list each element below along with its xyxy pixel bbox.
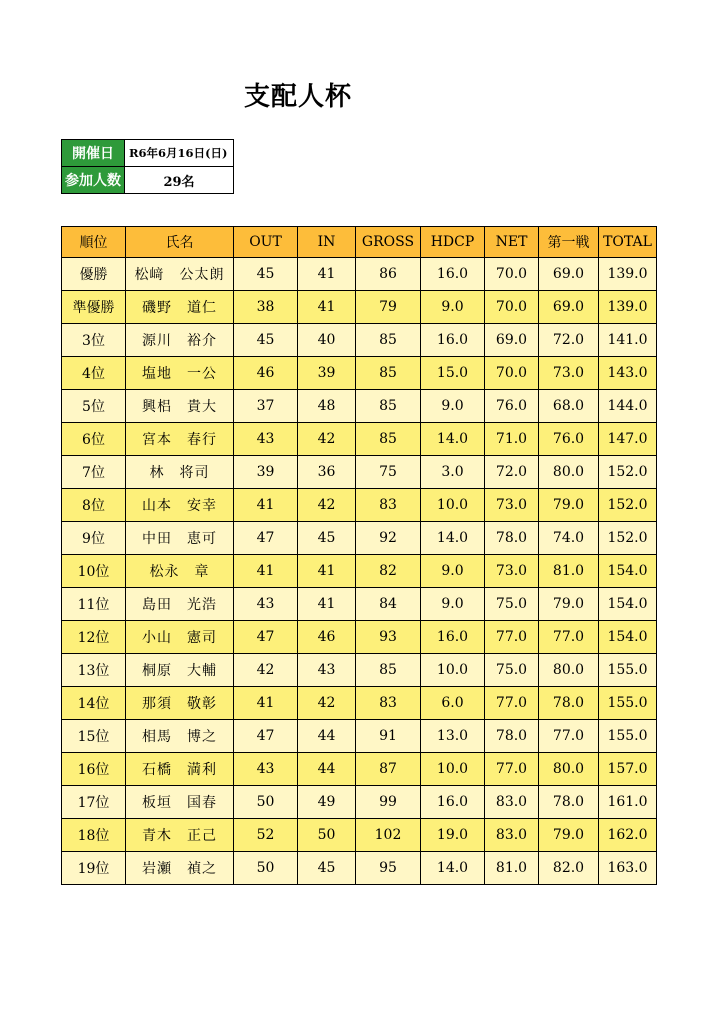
in-cell: 46 [298, 621, 356, 654]
in-cell: 41 [298, 291, 356, 324]
rank-cell: 5位 [62, 390, 126, 423]
in-cell: 42 [298, 687, 356, 720]
total-cell: 162.0 [599, 819, 657, 852]
out-cell: 39 [234, 456, 298, 489]
in-cell: 39 [298, 357, 356, 390]
in-cell: 41 [298, 258, 356, 291]
hdcp-cell: 9.0 [421, 555, 485, 588]
gross-cell: 84 [356, 588, 421, 621]
net-cell: 77.0 [485, 621, 539, 654]
rank-cell: 18位 [62, 819, 126, 852]
hdcp-cell: 3.0 [421, 456, 485, 489]
total-cell: 155.0 [599, 720, 657, 753]
header-out: OUT [234, 227, 298, 258]
table-row [62, 423, 657, 456]
total-cell: 144.0 [599, 390, 657, 423]
hdcp-cell: 6.0 [421, 687, 485, 720]
name-cell: 林 将司 [126, 456, 234, 489]
gross-cell: 99 [356, 786, 421, 819]
hdcp-cell: 9.0 [421, 390, 485, 423]
first-round-cell: 69.0 [539, 258, 599, 291]
gross-cell: 82 [356, 555, 421, 588]
hdcp-cell: 14.0 [421, 852, 485, 885]
hdcp-cell: 10.0 [421, 654, 485, 687]
in-cell: 41 [298, 588, 356, 621]
name-cell: 源川 裕介 [126, 324, 234, 357]
name-cell: 桐原 大輔 [126, 654, 234, 687]
hdcp-cell: 14.0 [421, 522, 485, 555]
first-round-cell: 81.0 [539, 555, 599, 588]
out-cell: 43 [234, 753, 298, 786]
hdcp-cell: 13.0 [421, 720, 485, 753]
event-info-table [61, 139, 234, 194]
first-round-cell: 82.0 [539, 852, 599, 885]
gross-cell: 91 [356, 720, 421, 753]
participants-row [62, 167, 234, 194]
in-cell: 49 [298, 786, 356, 819]
table-row [62, 786, 657, 819]
total-cell: 155.0 [599, 687, 657, 720]
net-cell: 70.0 [485, 291, 539, 324]
table-row [62, 522, 657, 555]
total-cell: 154.0 [599, 555, 657, 588]
gross-cell: 85 [356, 654, 421, 687]
table-row [62, 720, 657, 753]
first-round-cell: 73.0 [539, 357, 599, 390]
net-cell: 75.0 [485, 588, 539, 621]
net-cell: 83.0 [485, 819, 539, 852]
rank-cell: 優勝 [62, 258, 126, 291]
name-cell: 興梠 貴大 [126, 390, 234, 423]
in-cell: 41 [298, 555, 356, 588]
table-row [62, 456, 657, 489]
hdcp-cell: 16.0 [421, 786, 485, 819]
gross-cell: 83 [356, 687, 421, 720]
hdcp-cell: 16.0 [421, 258, 485, 291]
total-cell: 152.0 [599, 522, 657, 555]
net-cell: 71.0 [485, 423, 539, 456]
results-body [62, 258, 657, 885]
rank-cell: 6位 [62, 423, 126, 456]
rank-cell: 13位 [62, 654, 126, 687]
rank-cell: 15位 [62, 720, 126, 753]
rank-cell: 17位 [62, 786, 126, 819]
total-cell: 139.0 [599, 291, 657, 324]
total-cell: 163.0 [599, 852, 657, 885]
header-in: IN [298, 227, 356, 258]
header-hdcp: HDCP [421, 227, 485, 258]
table-row [62, 324, 657, 357]
date-value: R6年6月16日(日) [125, 140, 234, 167]
out-cell: 41 [234, 687, 298, 720]
rank-cell: 14位 [62, 687, 126, 720]
hdcp-cell: 16.0 [421, 324, 485, 357]
first-round-cell: 74.0 [539, 522, 599, 555]
in-cell: 40 [298, 324, 356, 357]
net-cell: 81.0 [485, 852, 539, 885]
out-cell: 38 [234, 291, 298, 324]
name-cell: 石橋 満利 [126, 753, 234, 786]
out-cell: 47 [234, 621, 298, 654]
total-cell: 155.0 [599, 654, 657, 687]
first-round-cell: 72.0 [539, 324, 599, 357]
header-rank: 順位 [62, 227, 126, 258]
header-row [62, 227, 657, 258]
out-cell: 45 [234, 324, 298, 357]
gross-cell: 86 [356, 258, 421, 291]
in-cell: 50 [298, 819, 356, 852]
gross-cell: 79 [356, 291, 421, 324]
rank-cell: 準優勝 [62, 291, 126, 324]
total-cell: 143.0 [599, 357, 657, 390]
name-cell: 塩地 一公 [126, 357, 234, 390]
net-cell: 78.0 [485, 720, 539, 753]
gross-cell: 75 [356, 456, 421, 489]
hdcp-cell: 10.0 [421, 753, 485, 786]
net-cell: 73.0 [485, 555, 539, 588]
out-cell: 50 [234, 786, 298, 819]
rank-cell: 7位 [62, 456, 126, 489]
first-round-cell: 79.0 [539, 588, 599, 621]
name-cell: 島田 光浩 [126, 588, 234, 621]
rank-cell: 9位 [62, 522, 126, 555]
total-cell: 139.0 [599, 258, 657, 291]
net-cell: 83.0 [485, 786, 539, 819]
out-cell: 46 [234, 357, 298, 390]
gross-cell: 92 [356, 522, 421, 555]
name-cell: 小山 憲司 [126, 621, 234, 654]
header-net: NET [485, 227, 539, 258]
name-cell: 那須 敬彰 [126, 687, 234, 720]
in-cell: 45 [298, 852, 356, 885]
table-row [62, 291, 657, 324]
out-cell: 41 [234, 489, 298, 522]
hdcp-cell: 16.0 [421, 621, 485, 654]
name-cell: 相馬 博之 [126, 720, 234, 753]
total-cell: 154.0 [599, 588, 657, 621]
name-cell: 板垣 国春 [126, 786, 234, 819]
in-cell: 45 [298, 522, 356, 555]
first-round-cell: 80.0 [539, 753, 599, 786]
rank-cell: 16位 [62, 753, 126, 786]
page-title: 支配人杯 [244, 82, 353, 112]
out-cell: 45 [234, 258, 298, 291]
total-cell: 154.0 [599, 621, 657, 654]
table-row [62, 489, 657, 522]
net-cell: 69.0 [485, 324, 539, 357]
first-round-cell: 80.0 [539, 654, 599, 687]
hdcp-cell: 19.0 [421, 819, 485, 852]
header-gross: GROSS [356, 227, 421, 258]
first-round-cell: 69.0 [539, 291, 599, 324]
gross-cell: 85 [356, 324, 421, 357]
in-cell: 44 [298, 753, 356, 786]
gross-cell: 85 [356, 390, 421, 423]
out-cell: 43 [234, 423, 298, 456]
out-cell: 37 [234, 390, 298, 423]
first-round-cell: 77.0 [539, 720, 599, 753]
total-cell: 152.0 [599, 456, 657, 489]
table-row [62, 819, 657, 852]
out-cell: 43 [234, 588, 298, 621]
first-round-cell: 76.0 [539, 423, 599, 456]
total-cell: 141.0 [599, 324, 657, 357]
in-cell: 43 [298, 654, 356, 687]
net-cell: 76.0 [485, 390, 539, 423]
out-cell: 42 [234, 654, 298, 687]
name-cell: 磯野 道仁 [126, 291, 234, 324]
gross-cell: 87 [356, 753, 421, 786]
in-cell: 48 [298, 390, 356, 423]
header-total: TOTAL [599, 227, 657, 258]
first-round-cell: 80.0 [539, 456, 599, 489]
hdcp-cell: 15.0 [421, 357, 485, 390]
first-round-cell: 79.0 [539, 819, 599, 852]
in-cell: 42 [298, 489, 356, 522]
first-round-cell: 79.0 [539, 489, 599, 522]
table-row [62, 753, 657, 786]
name-cell: 山本 安幸 [126, 489, 234, 522]
rank-cell: 4位 [62, 357, 126, 390]
name-cell: 宮本 春行 [126, 423, 234, 456]
hdcp-cell: 9.0 [421, 291, 485, 324]
table-row [62, 621, 657, 654]
first-round-cell: 68.0 [539, 390, 599, 423]
first-round-cell: 78.0 [539, 687, 599, 720]
date-label: 開催日 [62, 140, 125, 167]
gross-cell: 102 [356, 819, 421, 852]
net-cell: 77.0 [485, 753, 539, 786]
first-round-cell: 78.0 [539, 786, 599, 819]
name-cell: 中田 恵可 [126, 522, 234, 555]
rank-cell: 3位 [62, 324, 126, 357]
participants-label: 参加人数 [62, 167, 125, 194]
net-cell: 72.0 [485, 456, 539, 489]
net-cell: 70.0 [485, 357, 539, 390]
gross-cell: 85 [356, 357, 421, 390]
net-cell: 78.0 [485, 522, 539, 555]
table-row [62, 588, 657, 621]
rank-cell: 19位 [62, 852, 126, 885]
net-cell: 77.0 [485, 687, 539, 720]
results-table [61, 226, 657, 885]
in-cell: 42 [298, 423, 356, 456]
rank-cell: 11位 [62, 588, 126, 621]
rank-cell: 12位 [62, 621, 126, 654]
table-row [62, 555, 657, 588]
in-cell: 36 [298, 456, 356, 489]
table-row [62, 258, 657, 291]
rank-cell: 8位 [62, 489, 126, 522]
gross-cell: 85 [356, 423, 421, 456]
table-row [62, 357, 657, 390]
net-cell: 73.0 [485, 489, 539, 522]
first-round-cell: 77.0 [539, 621, 599, 654]
out-cell: 47 [234, 522, 298, 555]
out-cell: 47 [234, 720, 298, 753]
total-cell: 147.0 [599, 423, 657, 456]
gross-cell: 93 [356, 621, 421, 654]
table-row [62, 390, 657, 423]
table-row [62, 852, 657, 885]
name-cell: 岩瀬 禎之 [126, 852, 234, 885]
rank-cell: 10位 [62, 555, 126, 588]
header-name: 氏名 [126, 227, 234, 258]
hdcp-cell: 14.0 [421, 423, 485, 456]
table-row [62, 687, 657, 720]
gross-cell: 83 [356, 489, 421, 522]
total-cell: 152.0 [599, 489, 657, 522]
name-cell: 青木 正己 [126, 819, 234, 852]
gross-cell: 95 [356, 852, 421, 885]
total-cell: 161.0 [599, 786, 657, 819]
date-row [62, 140, 234, 167]
participants-value: 29名 [125, 167, 234, 194]
name-cell: 松﨑 公太朗 [126, 258, 234, 291]
in-cell: 44 [298, 720, 356, 753]
out-cell: 52 [234, 819, 298, 852]
total-cell: 157.0 [599, 753, 657, 786]
name-cell: 松永 章 [126, 555, 234, 588]
hdcp-cell: 10.0 [421, 489, 485, 522]
net-cell: 75.0 [485, 654, 539, 687]
table-row [62, 654, 657, 687]
net-cell: 70.0 [485, 258, 539, 291]
out-cell: 50 [234, 852, 298, 885]
out-cell: 41 [234, 555, 298, 588]
header-first-round: 第一戦 [539, 227, 599, 258]
hdcp-cell: 9.0 [421, 588, 485, 621]
